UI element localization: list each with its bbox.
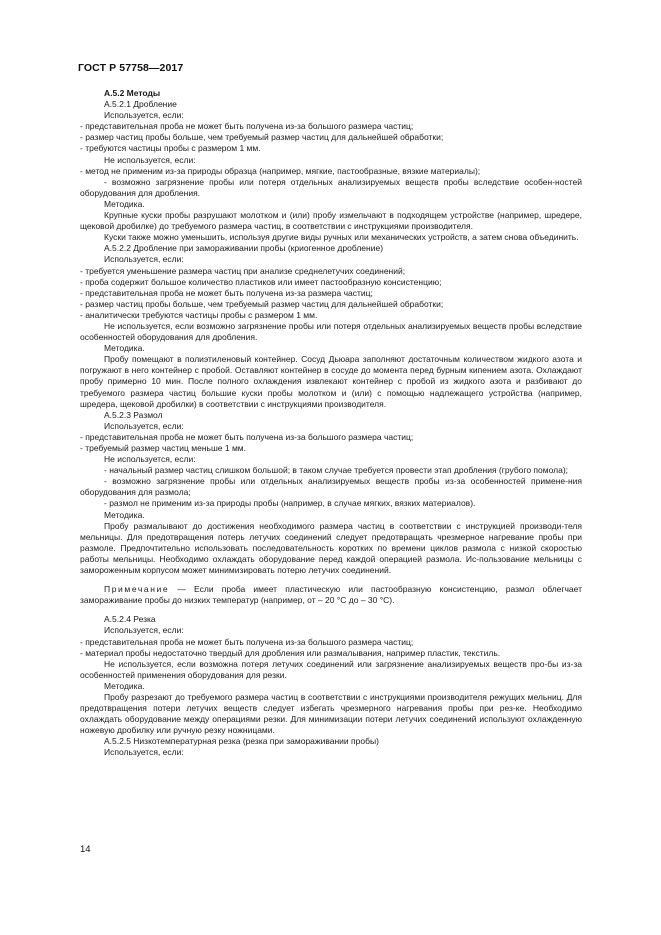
document-header: ГОСТ Р 57758—2017 bbox=[78, 62, 184, 74]
list-item: - представительная проба не может быть получена из-за большого размера частиц; bbox=[80, 636, 414, 647]
note-paragraph bbox=[80, 584, 582, 606]
list-item: - возможно загрязнение пробы или потеря отдельных анализируемых веществ пробы вследствие особен-ностей оборудования для дробления. bbox=[80, 176, 582, 198]
list-item: - метод не применим из-за природы образца (например, мягкие, пастообразные, вязкие материалы); bbox=[80, 165, 481, 176]
subsection-heading: А.5.2.3 Размол bbox=[104, 409, 163, 420]
paragraph: Пробу разрезают до требуемого размера частиц в соответствии с инструкциями производителя режущих мельниц. Для предотвращения потери летучих веществ следует избегать чрезмерного нагревания пробы при рез-ке. Необходимо охлаждать оборудование между операциями резки. Для минимизации потери летучих соединений используют охлажденную ножевую дробилку или ручную резку ножницами. bbox=[80, 691, 582, 736]
list-item: - требуются частицы пробы с размером 1 мм. bbox=[80, 143, 261, 154]
paragraph: Используется, если: bbox=[104, 110, 184, 121]
list-item: - представительная проба не может быть получена из-за большого размера частиц; bbox=[80, 431, 414, 442]
paragraph: Не используется, если возможно загрязнение пробы или потеря отдельных анализируемых веществ пробы вследствие особенностей оборудования для дробления. bbox=[80, 320, 582, 343]
note-text: — Если проба имеет пластическую или пастообразную консистенцию, размол облегчает замораживание пробы до низких температур (например, от – 20 °C до – 30 °C). bbox=[80, 584, 582, 606]
document-body bbox=[80, 88, 582, 759]
paragraph: Куски также можно уменьшить, используя другие виды ручных или механических устройств, а затем снова объединить. bbox=[104, 232, 579, 243]
list-item: - представительная проба не может быть получена из-за большого размера частиц; bbox=[80, 121, 414, 132]
list-item: - возможно загрязнение пробы или отдельных анализируемых веществ пробы из-за особенностей примене-ния оборудования для размола; bbox=[80, 476, 582, 498]
paragraph: Используется, если: bbox=[104, 625, 184, 636]
list-item: - представительная проба не может быть получена из-за размера частиц; bbox=[80, 287, 373, 298]
paragraph: Методика. bbox=[104, 343, 145, 354]
paragraph: Используется, если: bbox=[104, 254, 184, 265]
note-label: Примечание bbox=[104, 584, 170, 595]
section-heading: А.5.2 Методы bbox=[104, 88, 161, 98]
subsection-heading: А.5.2.2 Дробление при замораживании пробы (криогенное дробление) bbox=[104, 243, 384, 254]
paragraph: Методика. bbox=[104, 509, 145, 520]
paragraph: Не используется, если: bbox=[104, 154, 196, 165]
paragraph: Пробу помещают в полиэтиленовый контейнер. Сосуд Дьюара заполняют достаточным количеством жидкого азота и погружают в него контейнер с пробой. Оставляют контейнер в сосуде до момента перед бурным кипением азота. Охлаждают пробу примерно 10 мин. После полного охлаждения извлекают контейнер с пробой из жидкого азота и разбивают до требуемого размера частиц большие куски пробы молотком и (или) с помощью надлежащего устройства (например, шредера, щековой дробилки) в соответствии с инструкциями производителя. bbox=[80, 354, 582, 409]
subsection-heading: А.5.2.1 Дробление bbox=[104, 99, 177, 110]
list-item: - размер частиц пробы больше, чем требуемый размер частиц для дальнейшей обработки; bbox=[80, 298, 444, 309]
paragraph: Используется, если: bbox=[104, 420, 184, 431]
page-number: 14 bbox=[80, 844, 91, 855]
list-item: - требуемый размер частиц меньше 1 мм. bbox=[80, 443, 247, 453]
list-item: - материал пробы недостаточно твердый для дробления или размалывания, например пластик, текстиль. bbox=[80, 647, 501, 658]
paragraph: Пробу размалывают до достижения необходимого размера частиц в соответствии с инструкцией производи-теля мельницы. Для предотвращения потерь летучих соединений следует предотвращать чрезмерное нагревание пробы при размоле. Предпочтительно использовать последовательность коротких по времени циклов размола с низкой скоростью работы мельницы. Необходимо охлаждать оборудование перед каждой операцией размола. Ис-пользование мельницы с замороженным корпусом может минимизировать потерю летучих соединений. bbox=[80, 520, 582, 576]
list-item: - проба содержит большое количество пластиков или имеет пастообразную консистенцию; bbox=[80, 276, 442, 287]
paragraph: Не используется, если возможна потеря летучих соединений или загрязнение анализируемых веществ про-бы из-за особенностей применения оборудования для резки. bbox=[80, 658, 582, 680]
list-item: - аналитически требуются частицы пробы с размером 1 мм. bbox=[80, 309, 318, 320]
list-item: - размол не применим из-за природы пробы (например, в случае мягких, вязких материалов). bbox=[104, 498, 476, 509]
list-item: - требуется уменьшение размера частиц при анализе среднелетучих соединений; bbox=[80, 265, 406, 276]
paragraph: Методика. bbox=[104, 198, 145, 209]
paragraph: Не используется, если: bbox=[104, 454, 196, 465]
paragraph: Методика. bbox=[104, 680, 145, 691]
list-item: - размер частиц пробы больше, чем требуемый размер частиц для дальнейшей обработки; bbox=[80, 132, 444, 143]
subsection-heading: А.5.2.4 Резка bbox=[104, 614, 156, 625]
list-item: - начальный размер частиц слишком большой; в таком случае требуется провести этап дробления (грубого помола); bbox=[104, 465, 569, 476]
paragraph: Используется, если: bbox=[104, 747, 184, 758]
subsection-heading: А.5.2.5 Низкотемпературная резка (резка при замораживании пробы) bbox=[104, 736, 379, 747]
paragraph: Крупные куски пробы разрушают молотком и (или) пробу измельчают в подходящем устройстве (например, шредере, щековой дробилке) до требуемого размера частиц, в соответствии с инструкциями производителя. bbox=[80, 210, 582, 232]
